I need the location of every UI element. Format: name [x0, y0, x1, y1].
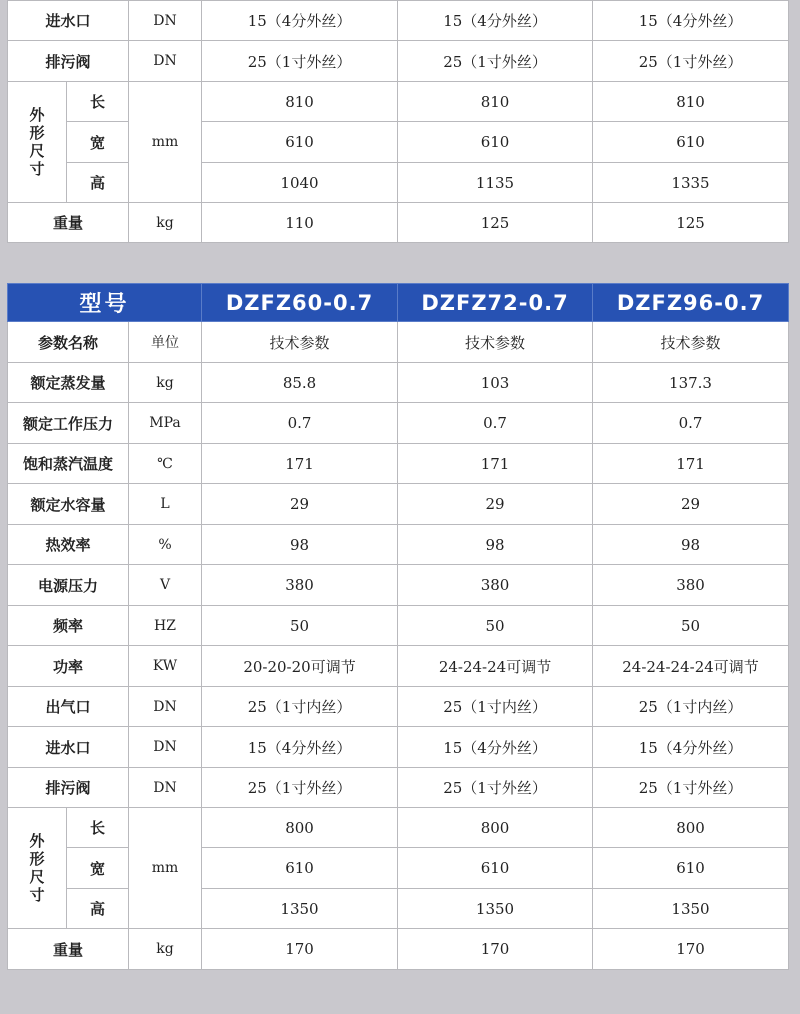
dimension-label: 宽	[67, 122, 129, 163]
table-row	[8, 444, 789, 484]
row-unit: %	[129, 525, 202, 565]
value-cell: 98	[202, 525, 398, 565]
value-cell: 170	[398, 929, 593, 970]
table-row	[8, 82, 789, 122]
value-cell: 380	[398, 565, 593, 606]
row-unit: DN	[129, 41, 202, 82]
value-cell: 25（1寸外丝）	[202, 768, 398, 808]
model-name: DZFZ96-0.7	[593, 284, 789, 322]
value-cell: 810	[202, 82, 398, 122]
row-unit: V	[129, 565, 202, 606]
table-row	[8, 646, 789, 687]
row-unit: 单位	[129, 322, 202, 363]
value-cell: 170	[593, 929, 789, 970]
dimensions-label-char: 形	[29, 124, 45, 142]
row-label: 出气口	[8, 687, 129, 727]
row-label: 饱和蒸汽温度	[8, 444, 129, 484]
dimensions-label-char: 尺	[29, 868, 45, 886]
value-cell: 800	[593, 808, 789, 848]
table-row	[8, 929, 789, 970]
value-cell: 1350	[202, 889, 398, 929]
row-label: 进水口	[8, 1, 129, 41]
row-label: 排污阀	[8, 41, 129, 82]
value-cell: 50	[593, 606, 789, 646]
model-name: DZFZ60-0.7	[202, 284, 398, 322]
value-cell: 25（1寸外丝）	[593, 41, 789, 82]
value-cell: 137.3	[593, 363, 789, 403]
value-cell: 1040	[202, 163, 398, 203]
table-row	[8, 163, 789, 203]
table-header-row	[8, 284, 789, 322]
value-cell: 171	[593, 444, 789, 484]
row-label: 重量	[8, 203, 129, 243]
value-cell: 610	[398, 122, 593, 163]
value-cell: 610	[593, 848, 789, 889]
spec-table-2	[7, 283, 788, 970]
table-row	[8, 525, 789, 565]
row-label: 排污阀	[8, 768, 129, 808]
row-unit: kg	[129, 363, 202, 403]
value-cell: 技术参数	[202, 322, 398, 363]
table-row	[8, 687, 789, 727]
row-label: 重量	[8, 929, 129, 970]
dimension-label: 宽	[67, 848, 129, 889]
value-cell: 1350	[593, 889, 789, 929]
row-label: 热效率	[8, 525, 129, 565]
value-cell: 800	[202, 808, 398, 848]
table-row	[8, 41, 789, 82]
dimension-label: 长	[67, 808, 129, 848]
row-unit: DN	[129, 727, 202, 768]
table-row	[8, 203, 789, 243]
dimensions-label-char: 形	[29, 850, 45, 868]
table-row	[8, 848, 789, 889]
row-unit: DN	[129, 1, 202, 41]
table-row	[8, 606, 789, 646]
model-name: DZFZ72-0.7	[398, 284, 593, 322]
value-cell: 125	[398, 203, 593, 243]
value-cell: 1350	[398, 889, 593, 929]
value-cell: 29	[202, 484, 398, 525]
dimensions-label-char: 寸	[29, 160, 45, 178]
row-unit: DN	[129, 687, 202, 727]
value-cell: 25（1寸内丝）	[202, 687, 398, 727]
value-cell: 技术参数	[398, 322, 593, 363]
row-unit: L	[129, 484, 202, 525]
row-label: 电源压力	[8, 565, 129, 606]
value-cell: 98	[398, 525, 593, 565]
value-cell: 25（1寸外丝）	[398, 41, 593, 82]
table-row	[8, 768, 789, 808]
value-cell: 50	[202, 606, 398, 646]
dimensions-label-char: 寸	[29, 886, 45, 904]
value-cell: 85.8	[202, 363, 398, 403]
value-cell: 98	[593, 525, 789, 565]
value-cell: 0.7	[398, 403, 593, 444]
value-cell: 610	[202, 848, 398, 889]
value-cell: 171	[202, 444, 398, 484]
value-cell: 380	[593, 565, 789, 606]
table-row	[8, 322, 789, 363]
value-cell: 610	[398, 848, 593, 889]
row-unit: KW	[129, 646, 202, 687]
row-unit: DN	[129, 768, 202, 808]
table-body	[8, 322, 789, 808]
section-gap	[0, 242, 800, 283]
dimension-label: 高	[67, 163, 129, 203]
value-cell: 810	[398, 82, 593, 122]
value-cell: 15（4分外丝）	[593, 727, 789, 768]
value-cell: 29	[398, 484, 593, 525]
dimension-label: 高	[67, 889, 129, 929]
dimensions-unit: mm	[129, 808, 202, 929]
value-cell: 29	[593, 484, 789, 525]
table-row	[8, 565, 789, 606]
table-row	[8, 122, 789, 163]
value-cell: 610	[202, 122, 398, 163]
value-cell: 810	[593, 82, 789, 122]
value-cell: 15（4分外丝）	[398, 727, 593, 768]
dimensions-label-char: 外	[29, 106, 45, 124]
value-cell: 15（4分外丝）	[202, 727, 398, 768]
value-cell: 25（1寸内丝）	[398, 687, 593, 727]
row-unit: MPa	[129, 403, 202, 444]
value-cell: 15（4分外丝）	[593, 1, 789, 41]
value-cell: 800	[398, 808, 593, 848]
value-cell: 25（1寸外丝）	[202, 41, 398, 82]
value-cell: 125	[593, 203, 789, 243]
model-header-label: 型号	[8, 284, 202, 322]
value-cell: 0.7	[202, 403, 398, 444]
value-cell: 380	[202, 565, 398, 606]
value-cell: 610	[593, 122, 789, 163]
row-unit: HZ	[129, 606, 202, 646]
value-cell: 15（4分外丝）	[398, 1, 593, 41]
value-cell: 15（4分外丝）	[202, 1, 398, 41]
table-row	[8, 1, 789, 41]
value-cell: 25（1寸外丝）	[398, 768, 593, 808]
row-label: 额定蒸发量	[8, 363, 129, 403]
value-cell: 25（1寸内丝）	[593, 687, 789, 727]
row-label: 频率	[8, 606, 129, 646]
dimensions-label	[8, 82, 67, 203]
row-label: 进水口	[8, 727, 129, 768]
row-unit: ℃	[129, 444, 202, 484]
value-cell: 170	[202, 929, 398, 970]
table-row	[8, 889, 789, 929]
value-cell: 103	[398, 363, 593, 403]
spec-table-1	[7, 0, 788, 243]
row-label: 额定工作压力	[8, 403, 129, 444]
value-cell: 24-24-24可调节	[398, 646, 593, 687]
value-cell: 技术参数	[593, 322, 789, 363]
row-unit: kg	[129, 203, 202, 243]
value-cell: 110	[202, 203, 398, 243]
dimension-label: 长	[67, 82, 129, 122]
value-cell: 25（1寸外丝）	[593, 768, 789, 808]
row-label: 参数名称	[8, 322, 129, 363]
value-cell: 0.7	[593, 403, 789, 444]
value-cell: 171	[398, 444, 593, 484]
table-row	[8, 484, 789, 525]
dimensions-unit: mm	[129, 82, 202, 203]
table-row	[8, 363, 789, 403]
dimensions-label	[8, 808, 67, 929]
value-cell: 50	[398, 606, 593, 646]
dimensions-label-char: 尺	[29, 142, 45, 160]
row-label: 额定水容量	[8, 484, 129, 525]
dimensions-label-char: 外	[29, 832, 45, 850]
value-cell: 20-20-20可调节	[202, 646, 398, 687]
value-cell: 24-24-24-24可调节	[593, 646, 789, 687]
value-cell: 1335	[593, 163, 789, 203]
value-cell: 1135	[398, 163, 593, 203]
table-row	[8, 727, 789, 768]
row-unit: kg	[129, 929, 202, 970]
row-label: 功率	[8, 646, 129, 687]
table-row	[8, 403, 789, 444]
table-row	[8, 808, 789, 848]
